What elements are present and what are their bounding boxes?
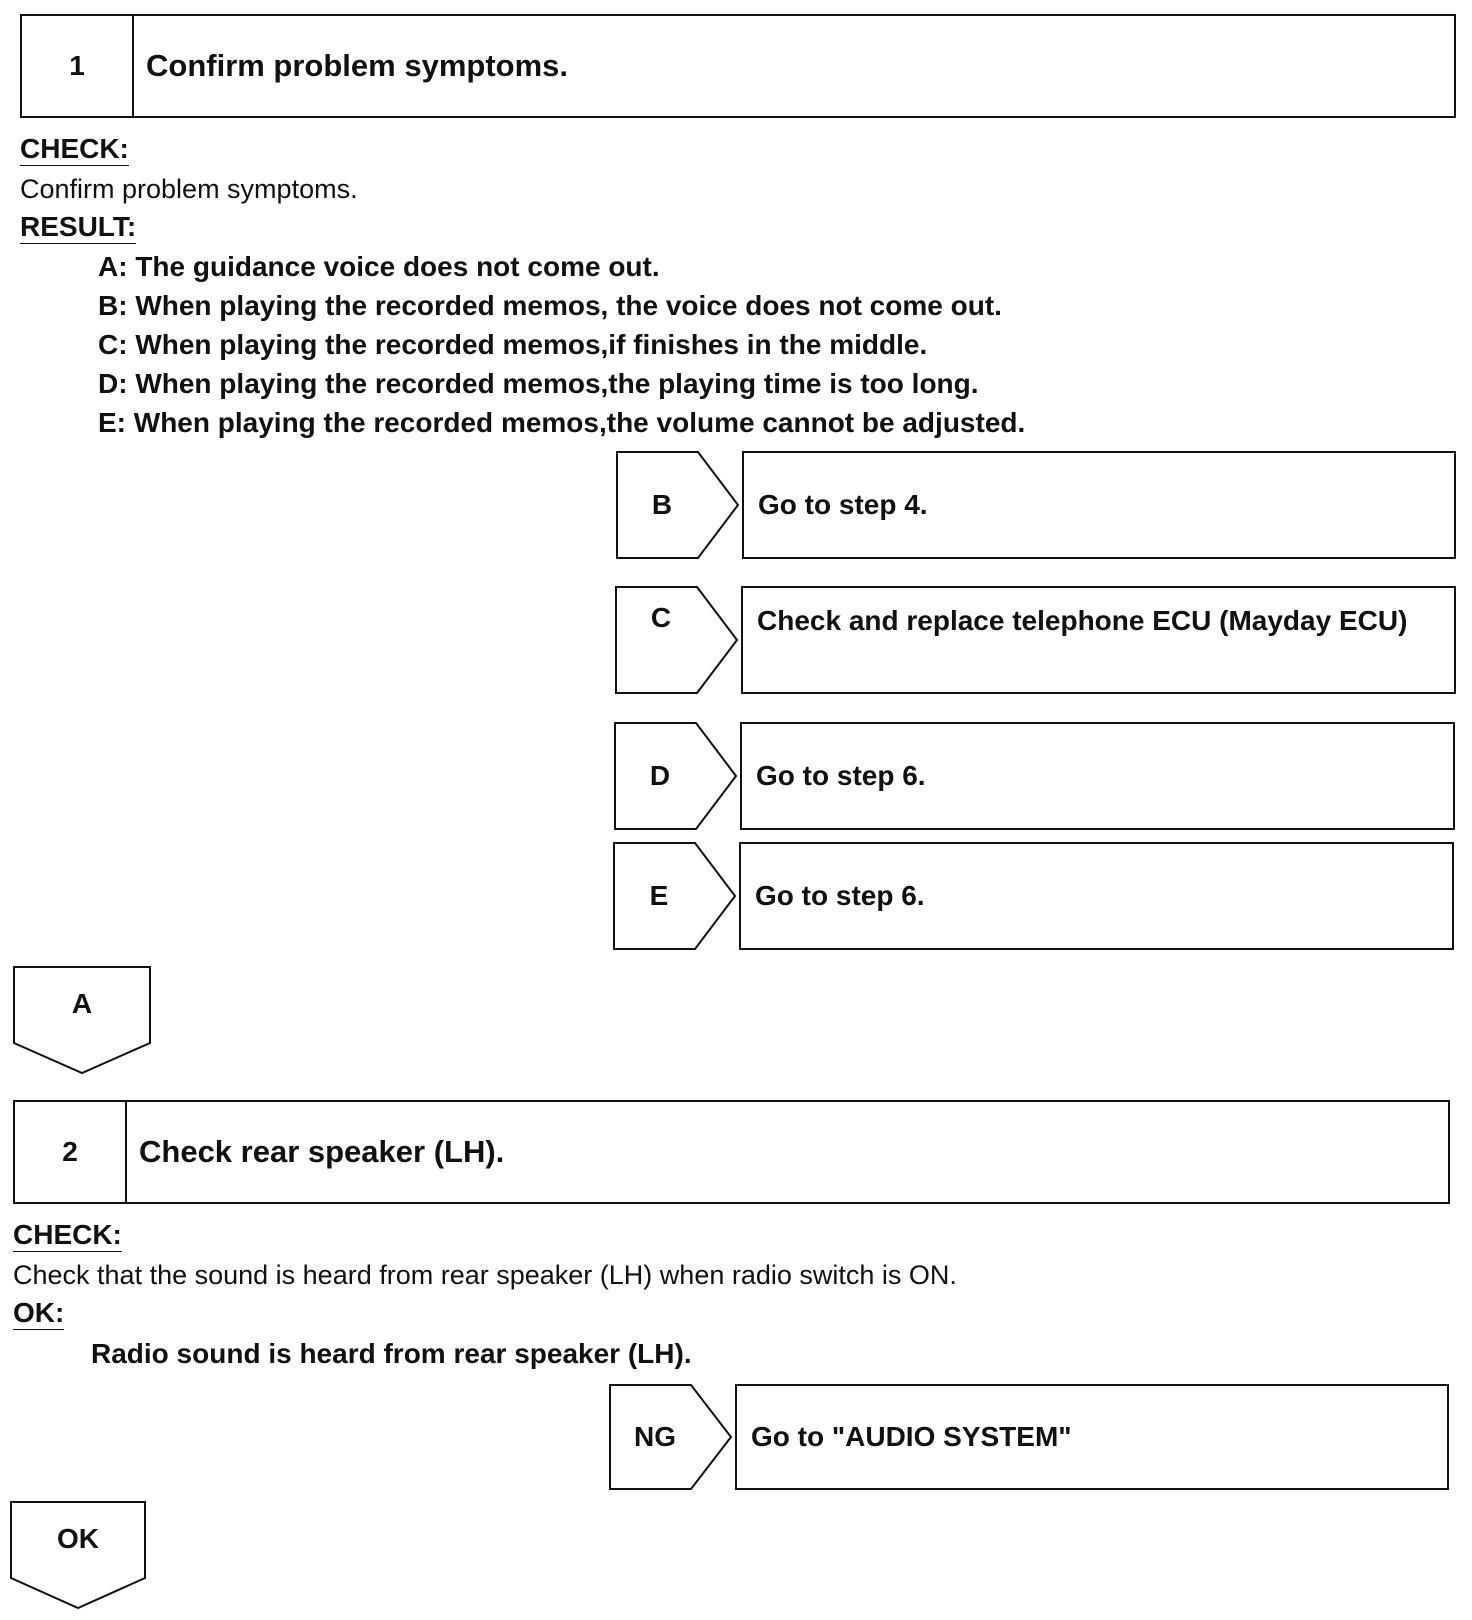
branch-label: E bbox=[649, 880, 669, 911]
continue-label: A bbox=[71, 988, 93, 1019]
branch-action: Go to step 4. bbox=[742, 451, 1456, 559]
step-number: 1 bbox=[22, 16, 134, 116]
check-text: Check that the sound is heard from rear speaker (LH) when radio switch is ON. bbox=[13, 1260, 957, 1290]
step-number: 2 bbox=[15, 1102, 127, 1202]
result-item: E: When playing the recorded memos,the volume cannot be adjusted. bbox=[98, 407, 1026, 438]
result-item: A: The guidance voice does not come out. bbox=[98, 251, 660, 282]
branch-c bbox=[615, 586, 1456, 694]
branch-d bbox=[614, 722, 1455, 830]
branch-b bbox=[616, 451, 1456, 559]
branch-action: Check and replace telephone ECU (Mayday ECU) bbox=[741, 586, 1456, 694]
branch-label: D bbox=[649, 760, 671, 791]
step-1-header bbox=[20, 14, 1456, 118]
step-2-header bbox=[13, 1100, 1450, 1204]
branch-action: Go to "AUDIO SYSTEM" bbox=[735, 1384, 1449, 1490]
branch-ng bbox=[609, 1384, 1449, 1490]
branch-label: NG bbox=[634, 1421, 676, 1452]
result-item: C: When playing the recorded memos,if finishes in the middle. bbox=[98, 329, 928, 360]
result-item: D: When playing the recorded memos,the playing time is too long. bbox=[98, 368, 979, 399]
step-title: Check rear speaker (LH). bbox=[139, 1134, 505, 1169]
result-heading: RESULT: bbox=[20, 211, 137, 242]
check-text: Confirm problem symptoms. bbox=[20, 174, 358, 204]
down-arrow-icon bbox=[13, 966, 151, 1074]
branch-label: B bbox=[651, 489, 673, 520]
continue-ok bbox=[10, 1501, 146, 1609]
branch-label: C bbox=[650, 602, 672, 633]
step-title: Confirm problem symptoms. bbox=[146, 48, 568, 83]
ok-heading: OK: bbox=[13, 1297, 65, 1328]
check-heading: CHECK: bbox=[20, 133, 129, 164]
down-arrow-icon bbox=[10, 1501, 146, 1609]
continue-a bbox=[13, 966, 151, 1074]
ok-text: Radio sound is heard from rear speaker (LH). bbox=[91, 1338, 692, 1369]
check-heading: CHECK: bbox=[13, 1219, 122, 1250]
continue-label: OK bbox=[57, 1523, 99, 1554]
branch-action: Go to step 6. bbox=[740, 722, 1455, 830]
branch-e bbox=[613, 842, 1454, 950]
result-item: B: When playing the recorded memos, the voice does not come out. bbox=[98, 290, 1002, 321]
branch-action: Go to step 6. bbox=[739, 842, 1454, 950]
